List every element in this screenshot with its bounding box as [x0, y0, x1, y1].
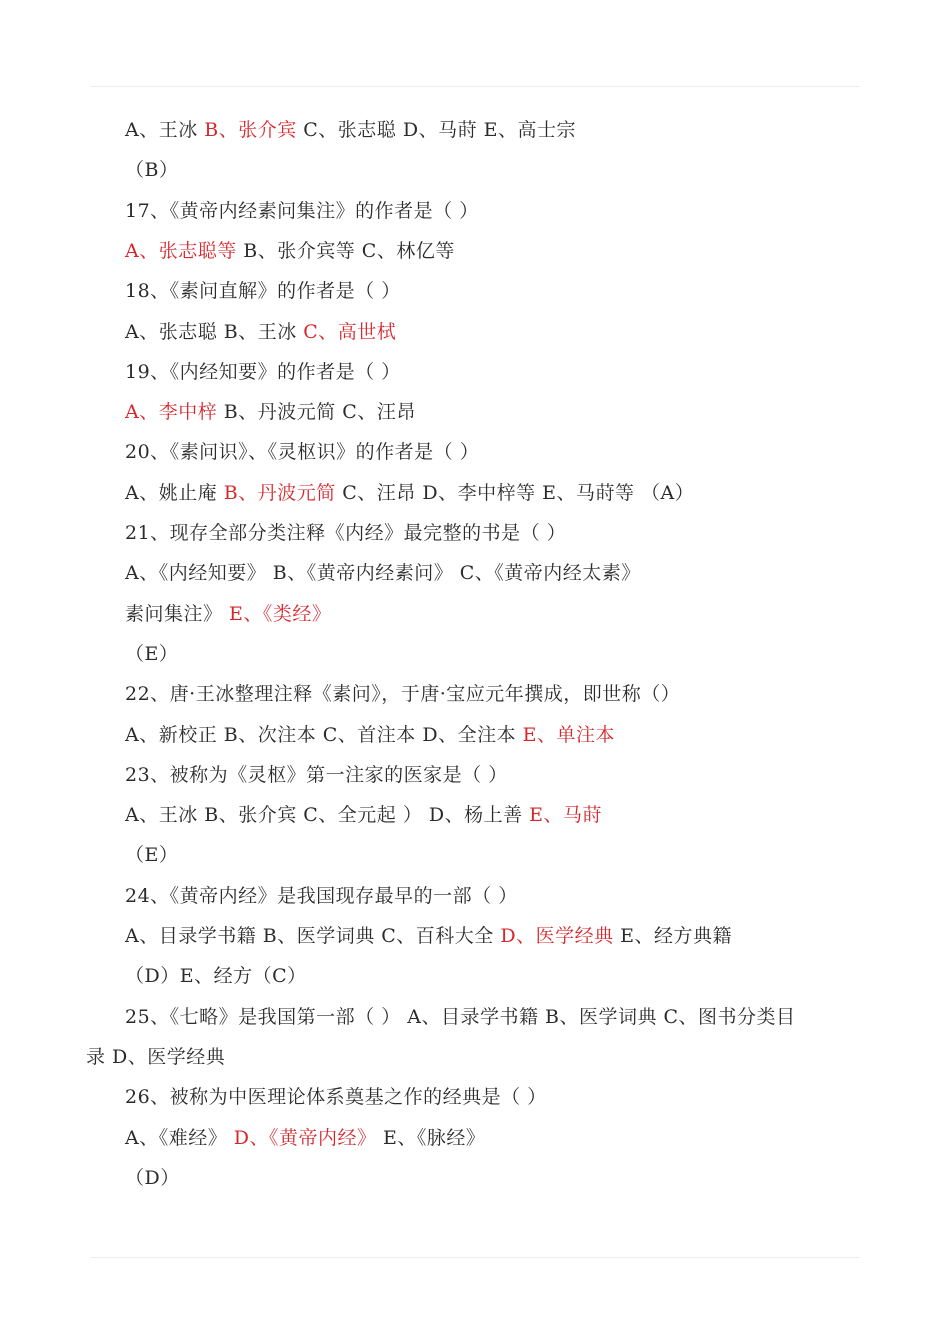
text-line: [125, 473, 865, 513]
text-line: [125, 674, 865, 714]
text-line: [125, 795, 865, 835]
text-line: [125, 594, 865, 634]
text-segment: 25、《七略》是我国第一部（ ） A、目录学书籍 B、医学词典 C、图书分类目: [125, 1005, 796, 1028]
text-segment: 23、被称为《灵枢》第一注家的医家是（ ）: [125, 763, 508, 786]
text-segment: E、经方典籍: [613, 925, 732, 947]
text-segment: A、张志聪 B、王冰: [125, 320, 304, 343]
text-line: [86, 1037, 826, 1077]
text-segment: A、王冰 B、张介宾 C、全元起 ） D、杨上善: [125, 804, 530, 827]
text-line: [125, 150, 865, 190]
text-line: [125, 715, 865, 755]
answer-highlight: E、马莳: [529, 804, 603, 827]
text-segment: A、新校正 B、次注本 C、首注本 D、全注本: [125, 723, 523, 746]
text-segment: E、《脉经》: [376, 1126, 486, 1149]
text-line: [125, 835, 865, 875]
text-segment: 素问集注》: [125, 602, 230, 625]
answer-highlight: A、李中梓: [125, 401, 218, 424]
text-segment: （E）: [125, 642, 179, 665]
text-segment: A、姚止庵: [125, 481, 224, 504]
text-line: [125, 312, 865, 352]
text-line: [125, 916, 865, 956]
text-segment: B、张介宾等 C、林亿等: [236, 239, 455, 262]
text-line: [125, 1077, 865, 1117]
text-segment: A、《内经知要》 B、《黄帝内经素问》 C、《黄帝内经太素》: [125, 562, 641, 585]
text-segment: A、王冰: [125, 119, 205, 141]
text-segment: C、汪昂 D、李中梓等 E、马莳等 （A）: [335, 481, 695, 504]
answer-highlight: D、医学经典: [500, 925, 614, 947]
text-line: [125, 432, 865, 472]
answer-highlight: A、张志聪等: [125, 239, 237, 262]
text-line: [125, 231, 865, 271]
text-line: [125, 956, 865, 996]
text-segment: 22、唐·王冰整理注释《素问》，于唐·宝应元年撰成，即世称（）: [125, 683, 681, 706]
text-line: [125, 876, 865, 916]
text-segment: B、丹波元简 C、汪昂: [217, 401, 416, 424]
text-segment: （B）: [125, 159, 179, 182]
text-line: [125, 392, 865, 432]
text-segment: 17、《黄帝内经素问集注》的作者是（ ）: [125, 199, 479, 222]
text-line: [125, 1158, 865, 1198]
text-segment: （D）E、经方（C）: [125, 965, 307, 988]
text-segment: 录 D、医学经典: [86, 1045, 226, 1068]
top-rule: [90, 86, 860, 87]
answer-highlight: E、《类经》: [229, 602, 332, 625]
text-segment: A、《难经》: [125, 1126, 234, 1149]
text-segment: 21、现存全部分类注释《内经》最完整的书是（ ）: [125, 522, 567, 544]
answer-highlight: B、张介宾: [204, 119, 297, 141]
text-segment: C、张志聪 D、马莳 E、高士宗: [296, 119, 576, 141]
text-line: [125, 1118, 865, 1158]
answer-highlight: D、《黄帝内经》: [233, 1126, 377, 1149]
text-line: [125, 755, 865, 795]
text-segment: （E）: [125, 844, 179, 867]
text-line: [125, 997, 865, 1037]
text-line: [125, 553, 865, 593]
text-segment: 24、《黄帝内经》是我国现存最早的一部（ ）: [125, 884, 518, 907]
text-segment: A、目录学书籍 B、医学词典 C、百科大全: [125, 925, 501, 947]
text-segment: 26、被称为中医理论体系奠基之作的经典是（ ）: [125, 1086, 547, 1109]
text-line: [125, 271, 865, 311]
answer-highlight: B、丹波元简: [223, 481, 336, 504]
text-line: [125, 110, 865, 150]
answer-highlight: C、高世栻: [303, 320, 397, 343]
text-line: [125, 191, 865, 231]
text-segment: （D）: [125, 1166, 180, 1189]
bottom-rule: [90, 1257, 860, 1258]
text-line: [125, 634, 865, 674]
text-line: [125, 352, 865, 392]
text-segment: 20、《素问识》、《灵枢识》的作者是（ ）: [125, 441, 480, 464]
text-segment: 19、《内经知要》的作者是（ ）: [125, 360, 401, 383]
text-line: [125, 513, 865, 553]
text-segment: 18、《素问直解》的作者是（ ）: [125, 280, 401, 303]
answer-highlight: E、单注本: [522, 723, 615, 746]
